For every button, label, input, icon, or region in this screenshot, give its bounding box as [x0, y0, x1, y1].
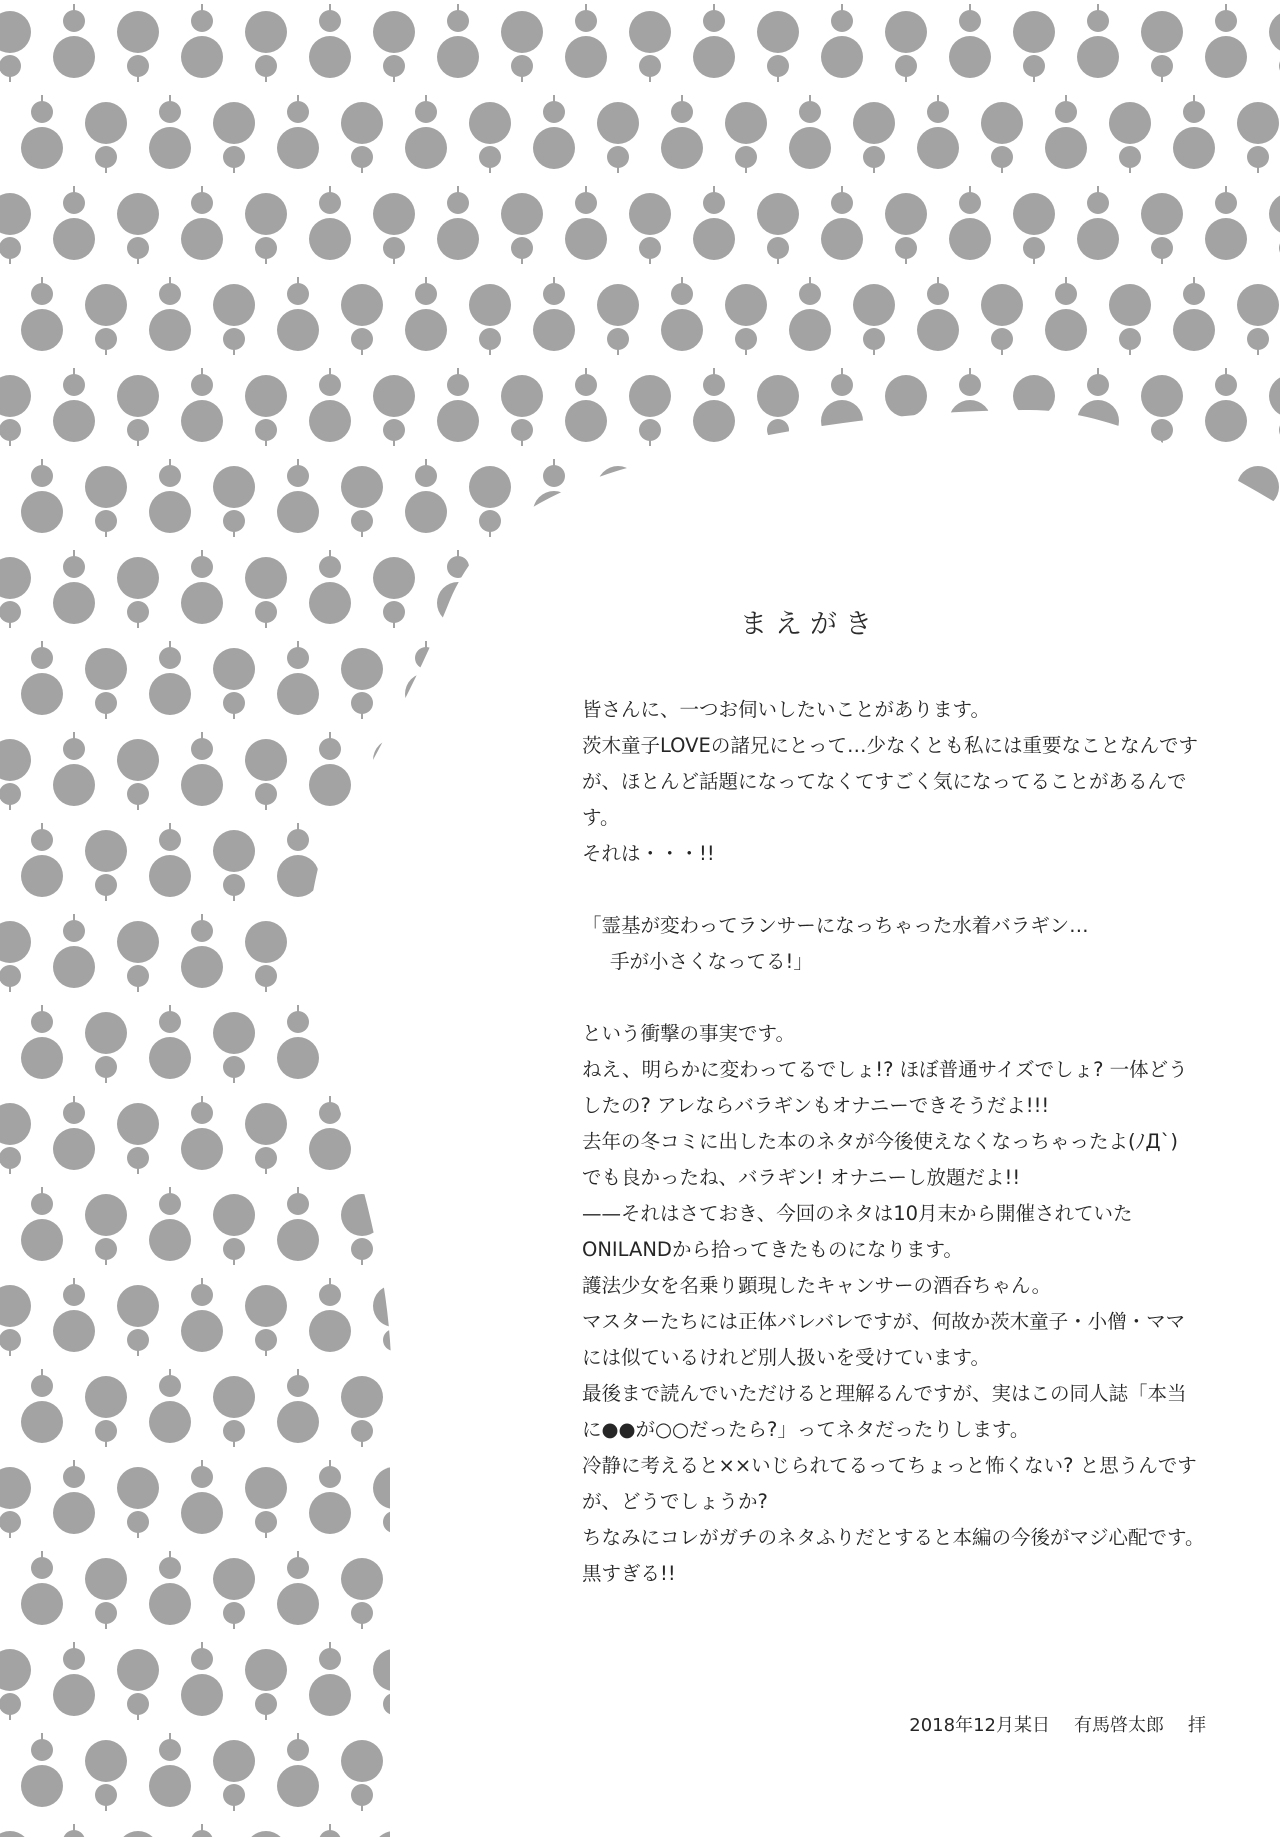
body-line: という衝撃の事実です。 — [582, 1022, 795, 1045]
signature-date: 2018年12月某日 — [909, 1715, 1050, 1736]
body-line: でも良かったね、バラギン! オナニーし放題だよ!! — [582, 1166, 1021, 1189]
page-title: まえがき — [740, 609, 880, 640]
body-line: 黒すぎる!! — [582, 1562, 676, 1585]
quote-line: 「霊基が変わってランサーになっちゃった水着バラギン… — [582, 914, 1089, 937]
body-line: 最後まで読んでいただけると理解るんですが、実はこの同人誌「本当に●●が○○だったら?」ってネタだったりします。 — [582, 1382, 1187, 1441]
body-line: 護法少女を名乗り顕現したキャンサーの酒呑ちゃん。 — [582, 1274, 1052, 1297]
body-line: ——それはさておき、今回のネタは10月末から開催されていたONILANDから拾ってきたものになります。 — [582, 1202, 1133, 1261]
body-line: ねえ、明らかに変わってるでしょ!? ほぼ普通サイズでしょ? 一体どうしたの? アレならバラギンもオナニーできそうだよ!!! — [582, 1058, 1188, 1117]
body-line: 去年の冬コミに出した本のネタが今後使えなくなっちゃったよ(ﾉД`) — [582, 1130, 1178, 1153]
body-line: 冷静に考えると××いじられてるってちょっと怖くない? と思うんですが、どうでしょうか? — [582, 1454, 1197, 1513]
body-line: マスターたちには正体バレバレですが、何故か茨木童子・小僧・ママには似ているけれど別人扱いを受けています。 — [582, 1310, 1186, 1369]
signature — [909, 1711, 1206, 1737]
foreword-body — [582, 692, 1222, 1592]
signature-author: 有馬啓太郎 — [1074, 1715, 1164, 1736]
signature-closing: 拝 — [1188, 1715, 1206, 1736]
body-line: 茨木童子LOVEの諸兄にとって…少なくとも私には重要なことなんですが、ほとんど話題になってなくてすごく気になってることがあるんです。 — [582, 734, 1198, 829]
quote-line: 手が小さくなってる!」 — [610, 950, 813, 973]
body-line: 皆さんに、一つお伺いしたいことがあります。 — [582, 698, 990, 721]
body-line: それは・・・!! — [582, 842, 715, 865]
body-line: ちなみにコレがガチのネタふりだとすると本編の今後がマジ心配です。 — [582, 1526, 1205, 1549]
